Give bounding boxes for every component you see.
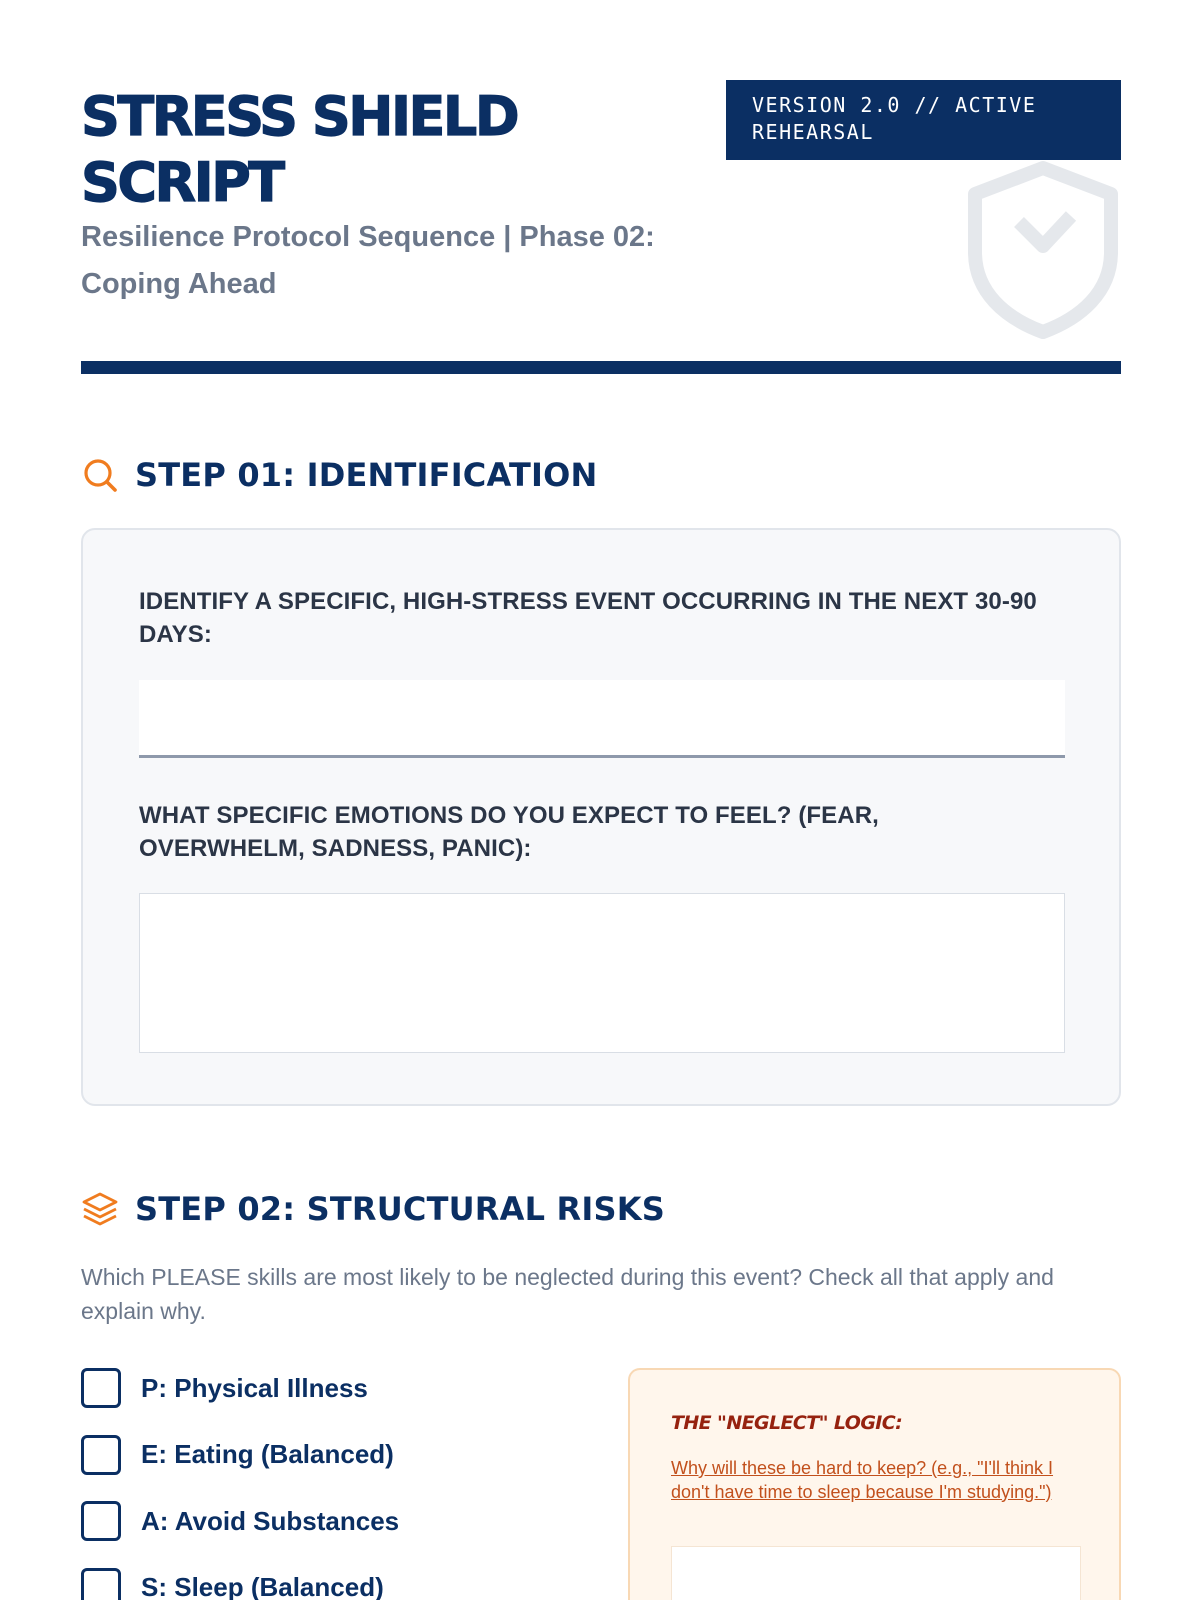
neglect-logic-title: THE "NEGLECT" LOGIC: <box>671 1412 903 1434</box>
step2-title: STEP 02: STRUCTURAL RISKS <box>135 1190 665 1228</box>
neglect-logic-card <box>628 1368 1121 1600</box>
layers-icon <box>81 1190 119 1228</box>
checkbox-avoid-substances[interactable] <box>81 1501 399 1541</box>
emotions-textarea[interactable] <box>139 893 1065 1053</box>
event-question-label: IDENTIFY A SPECIFIC, HIGH-STRESS EVENT OCCURRING IN THE NEXT 30-90 DAYS: <box>139 588 1037 648</box>
shield-icon <box>961 160 1126 340</box>
checkbox-physical-illness[interactable] <box>81 1368 399 1408</box>
step1-title: STEP 01: IDENTIFICATION <box>135 456 598 494</box>
checkbox[interactable] <box>81 1568 121 1600</box>
neglect-logic-textarea[interactable] <box>671 1546 1081 1600</box>
please-skills-checklist <box>81 1368 399 1600</box>
emotions-question-label: WHAT SPECIFIC EMOTIONS DO YOU EXPECT TO FEEL? (FEAR, OVERWHELM, SADNESS, PANIC): <box>139 802 879 862</box>
checkbox-label: P: Physical Illness <box>141 1372 368 1403</box>
checkbox-label: E: Eating (Balanced) <box>141 1439 394 1469</box>
checkbox-label: A: Avoid Substances <box>141 1505 400 1536</box>
header-divider <box>81 361 1121 374</box>
checkbox[interactable] <box>81 1368 121 1408</box>
step2-heading <box>81 1190 665 1228</box>
step1-heading <box>81 456 598 494</box>
page-title: STRESS SHIELD SCRIPT <box>81 85 518 214</box>
page-header <box>81 84 1121 374</box>
checkbox-label: S: Sleep (Balanced) <box>141 1572 384 1600</box>
checkbox-sleep[interactable] <box>81 1568 399 1600</box>
event-input[interactable] <box>139 680 1065 758</box>
checkbox[interactable] <box>81 1501 121 1541</box>
checkbox[interactable] <box>81 1435 121 1475</box>
neglect-logic-prompt: Why will these be hard to keep? (e.g., "I'll think I don't have time to sleep because I'm studying.") <box>671 1458 1054 1502</box>
step2-description: Which PLEASE skills are most likely to be neglected during this event? Check all that apply and explain why. <box>81 1264 1054 1324</box>
identification-card <box>81 528 1121 1106</box>
checkbox-eating[interactable] <box>81 1435 399 1475</box>
page-subtitle: Resilience Protocol Sequence | Phase 02: Coping Ahead <box>81 221 655 300</box>
search-icon <box>81 456 119 494</box>
version-badge: VERSION 2.0 // ACTIVE REHEARSAL <box>726 80 1121 160</box>
